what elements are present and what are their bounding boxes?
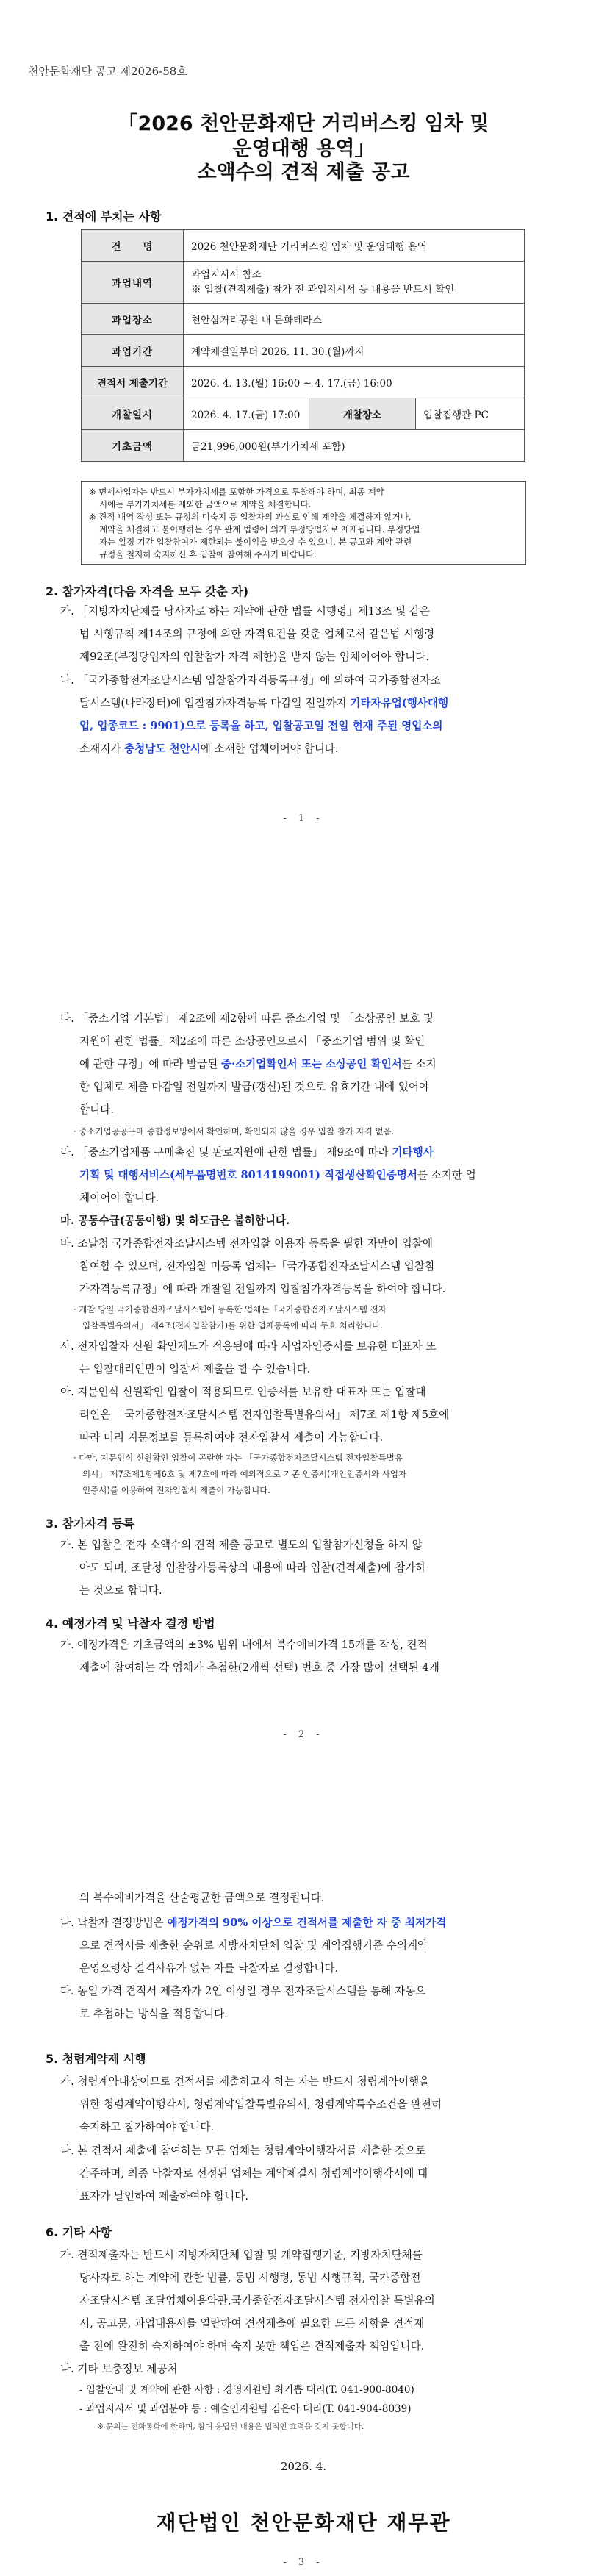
section-4-na <box>60 1911 560 1980</box>
section-2-da <box>60 1007 560 1121</box>
notice-line: ※ 견적 내역 작성 또는 규정의 미숙지 등 입찰자의 과실로 인해 계약을 체결하지 않거나, <box>89 512 412 522</box>
note-ba <box>73 1301 387 1334</box>
text-line: 위한 청렴계약이행각서, 청렴계약입찰특별유의서, 청렴계약특수조건을 완전히 <box>79 2098 442 2111</box>
section-5-ga <box>60 2070 560 2139</box>
label-cell: 개찰일시 <box>82 398 184 430</box>
section-5-na <box>60 2139 560 2208</box>
value-cell: 금21,996,000원(부가가치세 포함) <box>184 430 525 462</box>
text-line: 자조달시스템 조달업체이용약관,국가종합전자조달시스템 전자입찰 특별유의 <box>79 2294 435 2307</box>
table-row <box>82 398 525 430</box>
note-line: 인증서)를 이용하여 전자입찰서 제출이 가능합니다. <box>82 1485 271 1495</box>
text-line: 합니다. <box>79 1103 114 1116</box>
notice-date: 2026. 4. <box>280 2460 327 2473</box>
note-line: 의서」 제7조제1항제6호 및 제7호에 따라 예외적으로 기존 인증서(개인인증서와 사업자 <box>82 1469 407 1479</box>
highlight-text: 예정가격의 90% 이상으로 견적서를 제출한 자 중 최저가격 <box>167 1917 447 1929</box>
section-2-ra <box>60 1141 560 1209</box>
label-cell: 기초금액 <box>82 430 184 462</box>
text-span: 를 소지 <box>401 1058 437 1070</box>
value-cell: 2026 천안문화재단 거리버스킹 임차 및 운영대행 용역 <box>184 230 525 262</box>
text-line: 가. 본 입찰은 전자 소액수의 견적 제출 공고로 별도의 입찰참가신청을 하지 않 <box>60 1539 423 1551</box>
text-line: 따라 미리 지문정보를 등록하여야 전자입찰서 제출이 가능합니다. <box>79 1431 384 1444</box>
section-6-heading: 6. 기타 사항 <box>46 2225 112 2239</box>
page-number: - 2 - <box>283 1729 324 1740</box>
section-6-na: 나. 기타 보충정보 제공처 <box>60 2363 178 2375</box>
section-6-ga <box>60 2244 560 2358</box>
text-line: 아. 지문인식 신원확인 입찰이 적용되므로 인증서를 보유한 대표자 또는 입찰대 <box>60 1386 426 1398</box>
contact-line: - 과업지시서 및 과업분야 등 : 예술인지원팀 김은아 대리(T. 041-904-8039) <box>79 2403 412 2415</box>
page-number: - 1 - <box>283 813 324 824</box>
label-cell: 과업내역 <box>82 262 184 304</box>
value-cell <box>184 262 525 304</box>
value-cell: 계약체결일부터 2026. 11. 30.(월)까지 <box>184 335 525 367</box>
text-line: 체이어야 합니다. <box>79 1192 159 1204</box>
notice-line: 자는 일정 기간 입찰참여가 제한되는 불이익을 받으실 수 있으니, 본 공고와 계약 관련 <box>99 537 412 547</box>
table-row <box>82 335 525 367</box>
section-2-ga <box>60 600 560 668</box>
text-line: 나. 본 견적서 제출에 참여하는 모든 업체는 청렴계약이행각서를 제출한 것으로 <box>60 2144 426 2157</box>
section-2-na <box>60 669 560 760</box>
label-cell: 개찰장소 <box>309 398 416 430</box>
contact-list <box>79 2380 414 2419</box>
contact-note: ※ 문의는 전화통화에 한하며, 참여 응답된 내용은 법적인 효력을 갖지 못합니다. <box>97 2422 364 2431</box>
document-number: 천안문화재단 공고 제2026-58호 <box>28 65 187 78</box>
page-number: - 3 - <box>283 2557 324 2568</box>
text-span: 에 관한 규정」에 따라 발급된 <box>79 1058 218 1070</box>
note-line: · 다만, 지문인식 신원확인 입찰이 곤란한 자는 「국가종합전자조달시스템 전자입찰특별유 <box>73 1453 403 1463</box>
section-2-sa <box>60 1335 560 1381</box>
section-4-heading: 4. 예정가격 및 낙찰자 결정 방법 <box>46 1617 215 1631</box>
text-line: 다. 동일 가격 견적서 제출자가 2인 이상일 경우 전자조달시스템을 통해 자동으 <box>60 1985 426 1997</box>
text-span: 라. 「중소기업제품 구매촉진 및 판로지원에 관한 법률」 제9조에 따라 <box>60 1146 389 1159</box>
section-1-heading: 1. 견적에 부치는 사항 <box>46 210 162 223</box>
text-span: 를 소지한 업 <box>417 1169 476 1181</box>
note-line: · 개찰 당일 국가종합전자조달시스템에 등록한 업체는「국가종합전자조달시스템 전자 <box>73 1304 387 1314</box>
text-line: 참여할 수 있으며, 전자입찰 미등록 업체는「국가종합전자조달시스템 입찰참 <box>79 1260 436 1273</box>
notice-line: ※ 면세사업자는 반드시 부가가치세를 포함한 가격으로 투찰해야 하며, 최종 계약 <box>89 487 384 497</box>
notice-line: 규정을 철저히 숙지하신 후 입찰에 참여해 주시기 바랍니다. <box>99 549 317 559</box>
title-line-3: 소액수의 견적 제출 공고 <box>197 161 410 184</box>
contact-line: - 입찰안내 및 계약에 관한 사항 : 경영지원팀 최기쁨 대리(T. 041-900-8040) <box>79 2384 414 2396</box>
section-3-ga <box>60 1534 560 1602</box>
text-line: 아도 되며, 조달청 입찰참가등록상의 내용에 따라 입찰(견적제출)에 참가하 <box>79 1561 426 1574</box>
highlight-text: 기획 및 대행서비스(세부품명번호 8014199001) 직접생산확인증명서 <box>79 1169 417 1181</box>
text-line: 로 추첨하는 방식을 적용합니다. <box>79 2008 228 2020</box>
text-line: 가. 청렴계약대상이므로 견적서를 제출하고자 하는 자는 반드시 청렴계약이행을 <box>60 2075 430 2088</box>
label-cell: 견적서 제출기간 <box>82 367 184 398</box>
issuer-name: 재단법인 천안문화재단 재무관 <box>156 2511 451 2535</box>
text-line: 는 것으로 합니다. <box>79 1584 162 1597</box>
text-line: 가자격등록규정」에 따라 개찰일 전일까지 입찰참가자격등록을 하여야 합니다. <box>79 1283 446 1295</box>
text-span: 에 소재한 업체이어야 합니다. <box>200 743 339 755</box>
text-line: 출 전에 완전히 숙지하여야 하며 숙지 못한 책임은 견적제출자 책임입니다. <box>79 2340 425 2353</box>
section-2-ma: 마. 공동수급(공동이행) 및 하도급은 불허합니다. <box>60 1214 290 1227</box>
text-line: 제출에 참여하는 각 업체가 추첨한(2개씩 선택) 번호 중 가장 많이 선택된 4개 <box>79 1661 439 1674</box>
text-span: 달시스템(나라장터)에 입찰참가자격등록 마감일 전일까지 <box>79 697 347 709</box>
section-2-ba <box>60 1232 560 1300</box>
table-row <box>82 262 525 304</box>
section-5-heading: 5. 청렴계약제 시행 <box>46 2052 146 2066</box>
text-line: 가. 「지방자치단체를 당사자로 하는 계약에 관한 법률 시행령」제13조 및 같은 <box>60 605 430 618</box>
value-cell: 2026. 4. 17.(금) 17:00 <box>184 398 309 430</box>
text-line: 서, 공고문, 과업내용서를 열람하여 견적제출에 필요한 모든 사항을 견적제 <box>79 2317 425 2330</box>
label-cell: 건 명 <box>82 230 184 262</box>
value-cell: 천안삼거리공원 내 문화테라스 <box>184 304 525 335</box>
text-line: 표자가 날인하여 제출하여야 합니다. <box>79 2190 249 2203</box>
highlight-text: 기타자유업(행사대행 <box>350 697 449 709</box>
text-line: 한 업체로 제출 마감일 전일까지 발급(갱신)된 것으로 유효기간 내에 있어야 <box>79 1081 430 1093</box>
highlight-text: 충청남도 천안시 <box>124 743 201 755</box>
table-row <box>82 430 525 462</box>
section-4-ga-cont: 의 복수예비가격을 산술평균한 금액으로 결정됩니다. <box>79 1892 325 1904</box>
note-da: · 중소기업공공구매 종합정보망에서 확인하며, 확인되지 않을 경우 입찰 참가 자격 없음. <box>73 1126 395 1137</box>
text-line: 제92조(부정당업자의 입찰참가 자격 제한)을 받지 않는 업체이어야 합니다. <box>79 651 429 663</box>
text-line: 바. 조달청 국가종합전자조달시스템 전자입찰 이용자 등록을 필한 자만이 입찰에 <box>60 1237 433 1250</box>
notice-line: 계약을 체결하고 불이행하는 경우 관계 법령에 의거 부정당업자로 제재됩니다. 부정당업 <box>99 524 420 534</box>
text-line: 가. 예정가격은 기초금액의 ±3% 범위 내에서 복수예비가격 15개를 작성, 견적 <box>60 1639 428 1651</box>
section-3-heading: 3. 참가자격 등록 <box>46 1517 135 1531</box>
highlight-text: 기타행사 <box>392 1146 434 1159</box>
text-line: 운영요령상 결격사유가 없는 자를 낙찰자로 결정합니다. <box>79 1962 339 1975</box>
text-line: 지원에 관한 법률」제2조에 따른 소상공인으로서 「중소기업 범위 및 확인 <box>79 1035 425 1048</box>
text-line: 으로 견적서를 제출한 순위로 지방자치단체 입찰 및 계약집행기준 수의계약 <box>79 1939 428 1952</box>
section-4-ga <box>60 1634 560 1679</box>
value-cell: 입찰집행관 PC <box>416 398 525 430</box>
note-line: 입찰특별유의서」 제4조(전자입찰참가)를 위한 업체등록에 따라 무효 처리합니다. <box>82 1320 383 1331</box>
section-2-heading: 2. 참가자격(다음 자격을 모두 갖춘 자) <box>46 584 249 598</box>
text-span: 소재지가 <box>79 743 121 755</box>
text-line: 법 시행규칙 제14조의 규정에 의한 자격요건을 갖춘 업체로서 같은법 시행령 <box>79 628 435 640</box>
text-line: 간주하며, 최종 낙찰자로 선정된 업체는 계약체결시 청렴계약이행각서에 대 <box>79 2167 428 2180</box>
label-cell: 과업장소 <box>82 304 184 335</box>
text-line: 가. 견적제출자는 반드시 지방자치단체 입찰 및 계약집행기준, 지방자치단체를 <box>60 2249 423 2261</box>
section-4-da <box>60 1980 560 2025</box>
value-note: ※ 입찰(견적제출) 참가 전 과업지시서 등 내용을 반드시 확인 <box>191 284 455 296</box>
table-row <box>82 367 525 398</box>
text-line: 업, 업종코드 : 9901)으로 등록을 하고, 입찰공고일 전일 현재 주된 영업소의 <box>79 720 443 732</box>
text-line: 사. 전자입찰자 신원 확인제도가 적용됨에 따라 사업자인증서를 보유한 대표자 또 <box>60 1340 437 1353</box>
value-cell: 2026. 4. 13.(월) 16:00 ~ 4. 17.(금) 16:00 <box>184 367 525 398</box>
title-line-2: 운영대행 용역」 <box>232 137 375 160</box>
text-line: 당사자로 하는 계약에 관한 법률, 동법 시행령, 동법 시행규칙, 국가종합전 <box>79 2272 421 2284</box>
notice-line: 시에는 부가가치세를 제외한 금액으로 계약을 체결합니다. <box>99 499 312 509</box>
table-row <box>82 230 525 262</box>
table-row <box>82 304 525 335</box>
text-line: 나. 「국가종합전자조달시스템 입찰참가자격등록규정」에 의하여 국가종합전자조 <box>60 674 441 687</box>
value-line: 과업지시서 참조 <box>191 269 262 281</box>
highlight-text: 중·소기업확인서 또는 소상공인 확인서 <box>220 1058 402 1070</box>
info-table <box>81 229 525 462</box>
text-line: 다. 「중소기업 기본법」 제2조에 제2항에 따른 중소기업 및 「소상공인 보호 및 <box>60 1012 434 1025</box>
section-2-a <box>60 1381 560 1449</box>
title-line-1: 「2026 천안문화재단 거리버스킹 임차 및 <box>118 112 489 135</box>
note-a <box>73 1450 406 1498</box>
text-line: 는 입찰대리인만이 입찰서 제출을 할 수 있습니다. <box>79 1363 311 1375</box>
text-span: 나. 낙찰자 결정방법은 <box>60 1917 164 1929</box>
label-cell: 과업기간 <box>82 335 184 367</box>
text-line: 리인은 「국가종합전자조달시스템 전자입찰특별유의서」 제7조 제1항 제5호에 <box>79 1409 450 1421</box>
notice-box <box>81 481 526 565</box>
text-line: 숙지하고 참가하여야 합니다. <box>79 2121 215 2133</box>
